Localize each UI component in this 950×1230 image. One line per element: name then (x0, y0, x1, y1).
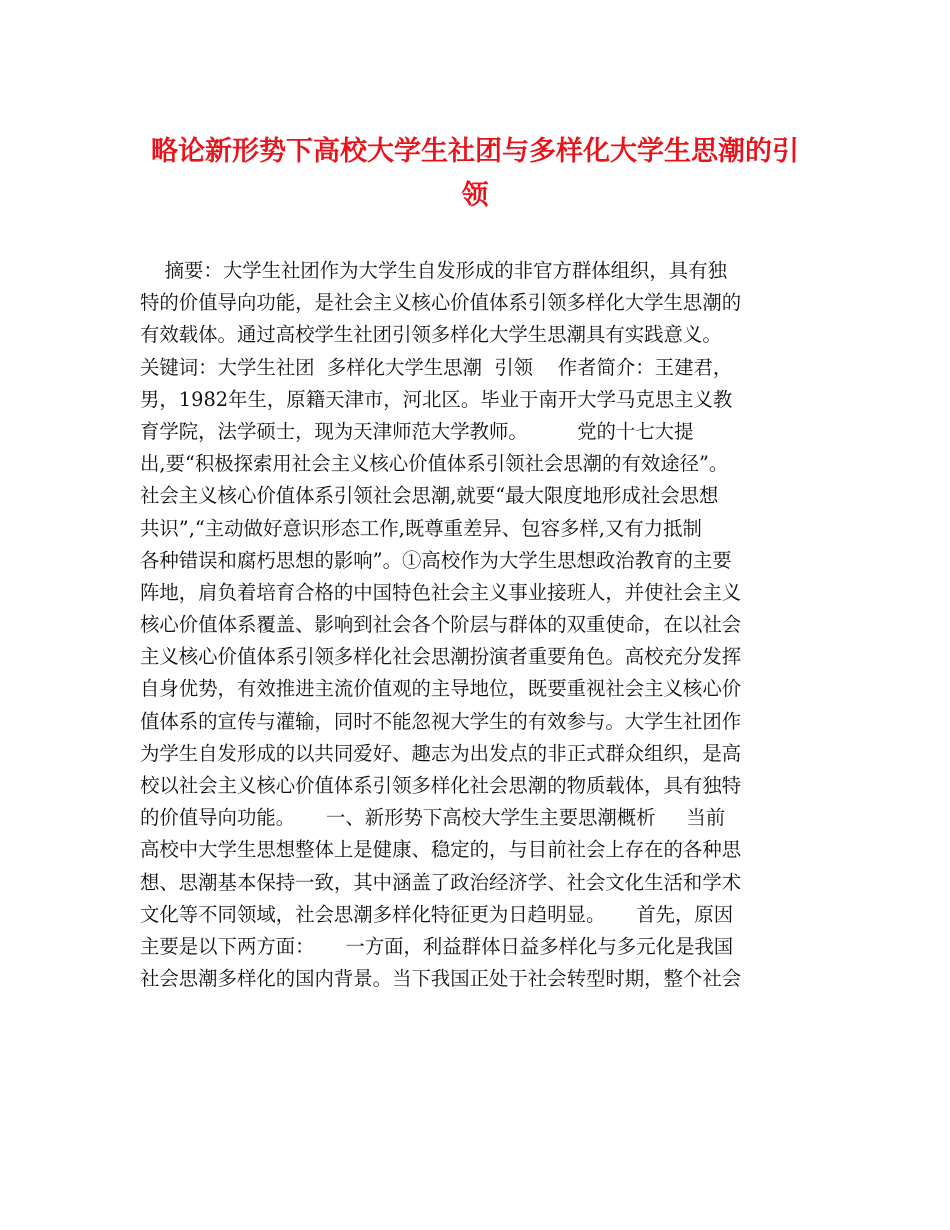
body-line: 文化等不同领域，社会思潮多样化特征更为日趋明显。 首先，原因 (140, 902, 734, 926)
body-line: 出,要“积极探索用社会主义核心价值体系引领社会思潮的有效途径”。 (140, 452, 729, 476)
body-line: 的价值导向功能。 一、新形势下高校大学生主要思潮概析 当前 (140, 806, 726, 830)
body-line: 主义核心价值体系引领多样化社会思潮扮演者重要角色。高校充分发挥 (140, 645, 742, 669)
body-line: 主要是以下两方面： 一方面，利益群体日益多样化与多元化是我国 (140, 934, 734, 958)
body-line: 共识”,“主动做好意识形态工作,既尊重差异、包容多样,又有力抵制 (140, 516, 702, 540)
body-line: 各种错误和腐朽思想的影响”。①高校作为大学生思想政治教育的主要 (140, 548, 732, 572)
body-line: 特的价值导向功能，是社会主义核心价值体系引领多样化大学生思潮的 (140, 291, 742, 315)
body-line: 社会思潮多样化的国内背景。当下我国正处于社会转型时期，整个社会 (140, 967, 742, 991)
title-line-1: 略论新形势下高校大学生社团与多样化大学生思潮的引 (151, 136, 799, 167)
body-line: 男，1982年生，原籍天津市，河北区。毕业于南开大学马克思主义教 (140, 387, 733, 411)
body-line: 自身优势，有效推进主流价值观的主导地位，既要重视社会主义核心价 (140, 677, 742, 701)
body-line: 关键词：大学生社团 多样化大学生思潮 引领 作者简介：王建君， (140, 355, 733, 379)
body-line: 想、思潮基本保持一致，其中涵盖了政治经济学、社会文化生活和学术 (140, 870, 742, 894)
body-line: 社会主义核心价值体系引领社会思潮,就要“最大限度地形成社会思想 (140, 484, 719, 508)
document-title (120, 130, 830, 218)
body-line: 育学院，法学硕士，现为天津师范大学教师。 党的十七大提 (140, 419, 694, 443)
body-line: 阵地，肩负着培育合格的中国特色社会主义事业接班人，并使社会主义 (140, 580, 742, 604)
body-line: 有效载体。通过高校学生社团引领多样化大学生思潮具有实践意义。 (140, 323, 722, 347)
body-line: 高校中大学生思想整体上是健康、稳定的，与目前社会上存在的各种思 (140, 838, 742, 862)
document-body (140, 255, 820, 995)
body-line: 为学生自发形成的以共同爱好、趣志为出发点的非正式群众组织，是高 (140, 741, 742, 765)
body-line: 值体系的宣传与灌输，同时不能忽视大学生的有效参与。大学生社团作 (140, 709, 742, 733)
title-line-2: 领 (461, 180, 489, 211)
body-line: 摘要：大学生社团作为大学生自发形成的非官方群体组织，具有独 (140, 259, 727, 282)
body-line: 校以社会主义核心价值体系引领多样化社会思潮的物质载体，具有独特 (140, 774, 742, 797)
body-line: 核心价值体系覆盖、影响到社会各个阶层与群体的双重使命，在以社会 (140, 613, 742, 637)
